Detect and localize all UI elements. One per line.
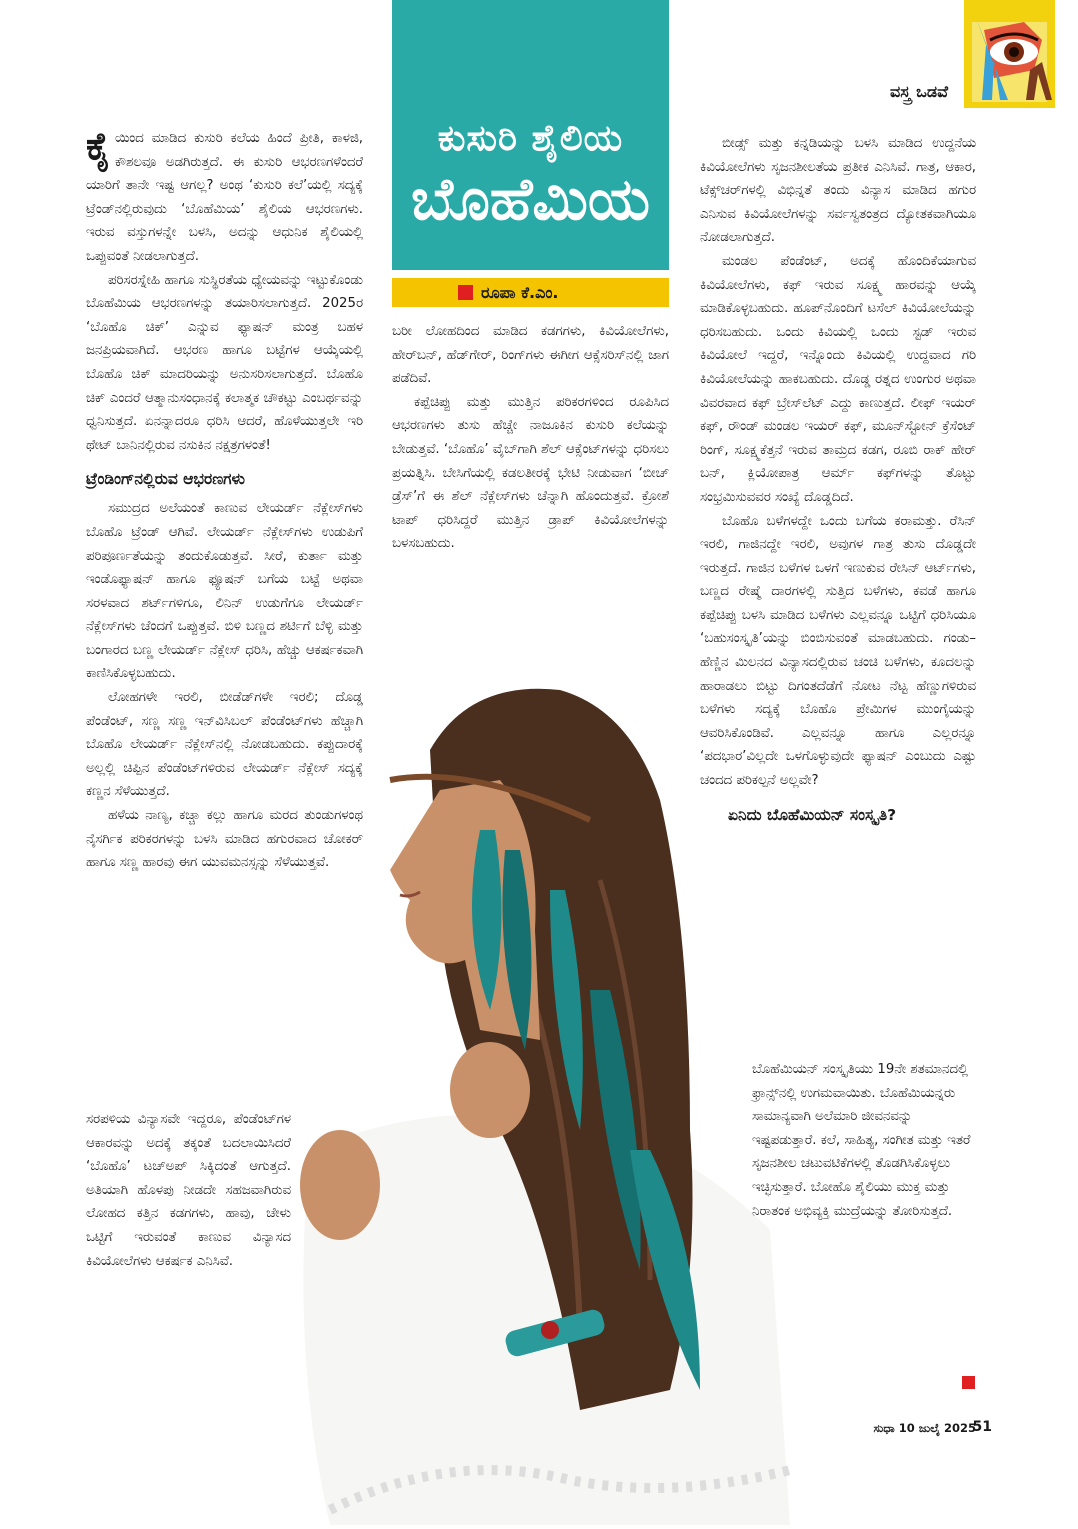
paragraph: ಲೋಹಗಳೇ ಇರಲಿ, ಬೀಡೆಡ್‌ಗಳೇ ಇರಲಿ; ದೊಡ್ಡ ಪೆಂಡೆಂಟ್, ಸಣ್ಣ ಸಣ್ಣ ಇನ್‌ವಿಸಿಬಲ್ ಪೆಂಡೆಂಟ್‌ಗಳು ಹೆಚ್ಚಾಗಿ ಬೊಹೊ ಲೇಯರ್ಡ್ ನೆಕ್ಲೇಸ್‌ನಲ್ಲಿ ನೋಡಬಹುದು. ಕಪ್ಪುದಾರಕ್ಕೆ ಅಲ್ಲಲ್ಲಿ ಚಿಪ್ಪಿನ ಪೆಂಡೆಂಟ್‌ಗಳಿರುವ ಲೇಯರ್ಡ್ ನೆಕ್ಲೇಸ್ ಸದ್ಯಕ್ಕೆ ಕಣ್ಣನ ಸೆಳೆಯುತ್ತದೆ. (86, 690, 363, 800)
title-block (392, 0, 669, 270)
section-label: ವಸ್ತ್ರ ಒಡವೆ (889, 82, 948, 101)
paragraph (86, 124, 363, 269)
column-3-boxed (752, 1058, 976, 1223)
section-logo (964, 0, 1055, 108)
byline-square-icon (458, 285, 473, 300)
column-1-continued (86, 1108, 291, 1273)
paragraph: ಸಮುದ್ರದ ಅಲೆಯಂತೆ ಕಾಣುವ ಲೇಯರ್ಡ್ ನೆಕ್ಲೇಸ್‌ಗಳು ಬೊಹೊ ಟ್ರೆಂಡ್ ಆಗಿವೆ. ಲೇಯರ್ಡ್ ನೆಕ್ಲೇಸ್‌ಗಳು ಉಡುಪಿಗೆ ಪರಿಪೂರ್ಣತೆಯನ್ನು ತಂದುಕೊಡುತ್ತವೆ. ಸೀರೆ, ಕುರ್ತಾ ಮತ್ತು ಇಂಡೊಫ್ಯಾಷನ್ ಹಾಗೂ ಫ್ಯೂಷನ್ ಬಗೆಯ ಬಟ್ಟೆ ಅಥವಾ ಸರಳವಾದ ಶರ್ಟ್‌ಗಳಿಗೂ, ಲಿನಿನ್ ಉಡುಗೆಗೂ ಲೇಯರ್ಡ್ ನೆಕ್ಲೇಸ್‌ಗಳು ಚೆಂದಗೆ ಒಪ್ಪುತ್ತವೆ. ಬಿಳಿ ಬಣ್ಣದ ಶರ್ಟಿಗೆ ಬೆಳ್ಳಿ ಮತ್ತು ಬಂಗಾರದ ಬಣ್ಣ ಲೇಯರ್ಡ್ ನೆಕ್ಲೇಸ್ ಧರಿಸಿ, ಹೆಚ್ಚು ಆಕರ್ಷಕವಾಗಿ ಕಾಣಿಸಿಕೊಳ್ಳಬಹುದು. (86, 501, 363, 682)
paragraph: ಬೊಹೊ ಬಳೆಗಳದ್ದೇ ಒಂದು ಬಗೆಯ ಕರಾಮತ್ತು. ರೆಸಿನ್ ಇರಲಿ, ಗಾಜಿನದ್ದೇ ಇರಲಿ, ಅವುಗಳ ಗಾತ್ರ ತುಸು ದೊಡ್ಡದೇ ಇರುತ್ತದೆ. ಗಾಜಿನ ಬಳೆಗಳ ಒಳಗೆ ಇಣುಕುವ ರೇಸಿನ್ ಆರ್ಟ್‌ಗಳು, ಬಣ್ಣದ ರೇಷ್ಮೆ ದಾರಗಳಲ್ಲಿ ಸುತ್ತಿದ ಬಳೆಗಳು, ಕವಡೆ ಹಾಗೂ ಕಪ್ಪೆಚಿಪ್ಪು ಬಳಸಿ ಮಾಡಿದ ಬಳೆಗಳು ಎಲ್ಲವನ್ನೂ ಒಟ್ಟಿಗೆ ಧರಿಸಿಯೂ ‘ಬಹುಸಂಸ್ಕೃತಿ’ಯನ್ನು ಬಿಂಬಿಸುವಂತೆ ಮಾಡಬಹುದು. ಗಂಡು–ಹೆಣ್ಣಿನ ಮಿಲನದ ವಿನ್ಯಾಸದಲ್ಲಿರುವ ಚಂಚಿ ಬಳೆಗಳು, ಕೂದಲನ್ನು ಹಾರಾಡಲು ಬಿಟ್ಟು ದಿಗಂತದೆಡೆಗೆ ನೋಟ ನೆಟ್ಟ ಹೆಣ್ಣುಗಳಿರುವ ಬಳೆಗಳು ಸದ್ಯಕ್ಕೆ ಬೊಹೊ ಪ್ರೇಮಿಗಳ ಮುಂಗೈಯನ್ನು ಆವರಿಸಿಕೊಂಡಿವೆ. ಎಲ್ಲವನ್ನೂ ಹಾಗೂ ಎಲ್ಲರನ್ನೂ ‘ಪದಭಾರ’ವಿಲ್ಲದೇ ಒಳಗೊಳ್ಳುವುದೇ ಫ್ಯಾಷನ್ ಎಂಬುದು ಎಷ್ಟು ಚಂದದ ಪರಿಕಲ್ಪನೆ ಅಲ್ಲವೇ? (700, 513, 976, 789)
page-number: 51 (972, 1419, 992, 1435)
eye-figure-icon (964, 0, 1055, 108)
paragraph: ಮಂಡಲ ಪೆಂಡೆಂಟ್, ಅದಕ್ಕೆ ಹೊಂದಿಕೆಯಾಗುವ ಕಿವಿಯೋಲೆಗಳು, ಕಫ್ ಇರುವ ಸೂಕ್ಷ್ಮ ಹಾರವನ್ನು ಆಯ್ಕೆ ಮಾಡಿಕೊಳ್ಳಬಹುದು. ಹೂಪ್‌ನೊಂದಿಗೆ ಟಸೆಲ್ ಕಿವಿಯೋಲೆಯನ್ನು ಧರಿಸಬಹುದು. ಒಂದು ಕಿವಿಯಲ್ಲಿ ಒಂದು ಸ್ಟಡ್ ಇರುವ ಕಿವಿಯೋಲೆ ಇದ್ದರೆ, ಇನ್ನೊಂದು ಕಿವಿಯಲ್ಲಿ ಉದ್ದವಾದ ಗರಿ ಕಿವಿಯೋಲೆಯನ್ನು ಹಾಕಬಹುದು. ದೊಡ್ಡ ರತ್ನದ ಉಂಗುರ ಅಥವಾ ವಿವರವಾದ ಕಫ್ ಬ್ರೇಸ್‌ಲೆಟ್ ಎದ್ದು ಕಾಣುತ್ತದೆ. ಲೀಫ್ ಇಯರ್ ಕಫ್, ರೌಂಡ್ ಮಂಡಲ ಇಯರ್ ಕಫ್, ಮೂನ್‌ಸ್ಟೋನ್ ಕ್ರೆಸೆಂಟ್ ರಿಂಗ್, ಸೂಕ್ಷ್ಮಕೆತ್ತನೆ ಇರುವ ತಾಮ್ರದ ಕಡಗ, ರೂಬಿ ರಾಕ್ ಹೇರ್ ಬನ್, ಕ್ಲಿಯೋಪಾತ್ರ ಆರ್ಮ್ ಕಫ್‌ಗಳನ್ನು ತೊಟ್ಟು ಸಂಭ್ರಮಿಸುವವರ ಸಂಖ್ಯೆ ದೊಡ್ಡದಿದೆ. (700, 253, 976, 505)
subheading: ಟ್ರೆಂಡಿಂಗ್‌ನಲ್ಲಿರುವ ಆಭರಣಗಳು (86, 470, 245, 489)
paragraph: ಸರಪಳಿಯ ವಿನ್ಯಾಸವೇ ಇದ್ದರೂ, ಪೆಂಡೆಂಟ್‌ಗಳ ಆಕಾರವನ್ನು ಅದಕ್ಕೆ ತಕ್ಕಂತೆ ಬದಲಾಯಿಸಿದರೆ ‘ಬೊಹೊ’ ಟಚ್‌ಅಪ್ ಸಿಕ್ಕಿದಂತೆ ಆಗುತ್ತದೆ. ಅತಿಯಾಗಿ ಹೊಳಪು ನೀಡದೇ ಸಹಜವಾಗಿರುವ ಲೋಹದ ಕತ್ತಿನ ಕಡಗಗಳು, ಹಾವು, ಚೇಳು ಒಟ್ಟಿಗೆ ಇರುವಂತೆ ಕಾಣುವ ವಿನ್ಯಾಸದ ಕಿವಿಯೋಲೆಗಳು ಆಕರ್ಷಕ ಎನಿಸಿವೆ. (86, 1112, 291, 1269)
author-name: ರೂಪಾ ಕೆ.ಎಂ. (481, 283, 559, 302)
column-1 (86, 124, 363, 875)
paragraph: ಕಪ್ಪೆಚಿಪ್ಪು ಮತ್ತು ಮುತ್ತಿನ ಪರಿಕರಗಳಿಂದ ರೂಪಿಸಿದ ಆಭರಣಗಳು ತುಸು ಹೆಚ್ಚೇ ನಾಜೂಕಿನ ಕುಸುರಿ ಕಲೆಯನ್ನು ಬೇಡುತ್ತವೆ. ‘ಬೊಹೊ’ ವೈಬ್‌ಗಾಗಿ ಶೆಲ್ ಆಕ್ಸೆಂಟ್‌ಗಳನ್ನು ಧರಿಸಲು ಪ್ರಯತ್ನಿಸಿ. ಬೇಸಿಗೆಯಲ್ಲಿ ಕಡಲತೀರಕ್ಕೆ ಭೇಟಿ ನೀಡುವಾಗ ‘ಬೀಚ್ ಡ್ರೆಸ್’ಗೆ ಈ ಶೆಲ್ ನೆಕ್ಲೇಸ್‌ಗಳು ಚೆನ್ನಾಗಿ ಹೊಂದುತ್ತವೆ. ಕ್ರೋಶೆ ಟಾಪ್ ಧರಿಸಿದ್ದರೆ ಮುತ್ತಿನ ಡ್ರಾಪ್ ಕಿವಿಯೋಲೆಗಳನ್ನು ಬಳಸಬಹುದು. (392, 394, 669, 552)
article-title-line1: ಕುಸುರಿ ಶೈಲಿಯ (437, 118, 624, 159)
paragraph: ಹಳೆಯ ನಾಣ್ಯ, ಕಚ್ಚಾ ಕಲ್ಲು ಹಾಗೂ ಮರದ ತುಂಡುಗಳಂಥ ನೈಸರ್ಗಿಕ ಪರಿಕರಗಳನ್ನು ಬಳಸಿ ಮಾಡಿದ ಹಗುರವಾದ ಚೋಕರ್ ಹಾಗೂ ಸಣ್ಣ ಹಾರವು ಈಗ ಯುವಮನಸ್ಸನ್ನು ಸೆಳೆಯುತ್ತವೆ. (86, 808, 363, 871)
folio: ಸುಧಾ 10 ಜುಲೈ 2025 (873, 1421, 976, 1435)
paragraph: ಬೀಡ್ಸ್ ಮತ್ತು ಕನ್ನಡಿಯನ್ನು ಬಳಸಿ ಮಾಡಿದ ಉದ್ದನೆಯ ಕಿವಿಯೋಲೆಗಳು ಸೃಜನಶೀಲತೆಯ ಪ್ರತೀಕ ಎನಿಸಿವೆ. ಗಾತ್ರ, ಆಕಾರ, ಟೆಕ್ಸ್‌ಚರ್‌ಗಳಲ್ಲಿ ವಿಭಿನ್ನತೆ ತಂದು ವಿನ್ಯಾಸ ಮಾಡಿದ ಹಗುರ ಎನಿಸುವ ಕಿವಿಯೋಲೆಗಳನ್ನು ಸರ್ವಸ್ವತಂತ್ರದ ದ್ಯೋತಕವಾಗಿಯೂ ನೋಡಲಾಗುತ್ತದೆ. (700, 136, 976, 246)
paragraph-text: ಯಿಂದ ಮಾಡಿದ ಕುಸುರಿ ಕಲೆಯ ಹಿಂದೆ ಪ್ರೀತಿ, ಕಾಳಜಿ, ಕೌಶಲವೂ ಅಡಗಿರುತ್ತದೆ. ಈ ಕುಸುರಿ ಆಭರಣಗಳೆಂದರೆ ಯಾರಿಗೆ ತಾನೇ ಇಷ್ಟ ಆಗಲ್ಲ? ಅಂಥ ‘ಕುಸುರಿ ಕಲೆ’ಯಲ್ಲಿ ಸದ್ಯಕ್ಕೆ ಟ್ರೆಂಡ್‌ನಲ್ಲಿರುವುದು ‘ಬೊಹೆಮಿಯ’ ಶೈಲಿಯ ಆಭರಣಗಳು. ಇರುವ ವಸ್ತುಗಳನ್ನೇ ಬಳಸಿ, ಅದನ್ನು ಆಧುನಿಕ ಶೈಲಿಯಲ್ಲಿ ಒಪ್ಪುವಂತೆ ನೀಡಲಾಗುತ್ತದೆ. (86, 131, 363, 264)
paragraph: ಬೊಹೆಮಿಯನ್ ಸಂಸ್ಕೃತಿಯು 19ನೇ ಶತಮಾನದಲ್ಲಿ ಫ್ರಾನ್ಸ್‌ನಲ್ಲಿ ಉಗಮವಾಯಿತು. ಬೊಹೆಮಿಯನ್ನರು ಸಾಮಾನ್ಯವಾಗಿ ಅಲೆಮಾರಿ ಜೀವನವನ್ನು ಇಷ್ಟಪಡುತ್ತಾರೆ. ಕಲೆ, ಸಾಹಿತ್ಯ, ಸಂಗೀತ ಮತ್ತು ಇತರೆ ಸೃಜನಶೀಲ ಚಟುವಟಿಕೆಗಳಲ್ಲಿ ತೊಡಗಿಸಿಕೊಳ್ಳಲು ಇಚ್ಛಿಸುತ್ತಾರೆ. ಬೋಹೊ ಶೈಲಿಯು ಮುಕ್ತ ಮತ್ತು ನಿರಾತಂಕ ಅಭಿವ್ಯಕ್ತಿ ಮುದ್ರೆಯನ್ನು ತೋರಿಸುತ್ತದೆ. (752, 1062, 971, 1219)
subheading: ಏನಿದು ಬೊಹೆಮಿಯನ್ ಸಂಸ್ಕೃತಿ? (728, 805, 897, 824)
article-title-line2: ಬೊಹೆಮಿಯ (410, 165, 651, 233)
paragraph: ಬರೀ ಲೋಹದಿಂದ ಮಾಡಿದ ಕಡಗಗಳು, ಕಿವಿಯೋಲೆಗಳು, ಹೇರ್‌ಬನ್, ಹೆಡ್‌ಗೇರ್, ರಿಂಗ್‌ಗಳು ಈಗೀಗ ಆಕ್ಸೆಸರಿಸ್‌ನಲ್ಲಿ ಜಾಗ ಪಡೆದಿವೆ. (392, 324, 669, 387)
byline (392, 278, 669, 307)
column-2 (392, 320, 669, 556)
drop-cap: ಕೈ (86, 124, 112, 168)
column-3 (700, 132, 976, 833)
end-mark-icon (962, 1376, 975, 1389)
paragraph: ಪರಿಸರಸ್ನೇಹಿ ಹಾಗೂ ಸುಸ್ಥಿರತೆಯ ಧ್ಯೇಯವನ್ನು ಇಟ್ಟುಕೊಂಡು ಬೊಹೆಮಿಯ ಆಭರಣಗಳನ್ನು ತಯಾರಿಸಲಾಗುತ್ತದೆ. 2025ರ ‘ಬೊಹೊ ಚಿಕ್’ ಎನ್ನುವ ಫ್ಯಾಷನ್ ಮಂತ್ರ ಬಹಳ ಜನಪ್ರಿಯವಾಗಿದೆ. ಆಭರಣ ಹಾಗೂ ಬಟ್ಟೆಗಳ ಆಯ್ಕೆಯಲ್ಲಿ ಬೊಹೊ ಚಿಕ್ ಮಾದರಿಯನ್ನು ಅನುಸರಿಸಲಾಗುತ್ತದೆ. ಬೊಹೊ ಚಿಕ್ ಎಂದರೆ ಆತ್ಮಾನುಸಂಧಾನಕ್ಕೆ ಕಲಾತ್ಮಕ ಚೌಕಟ್ಟು ಎಂಬರ್ಥವನ್ನು ಧ್ವನಿಸುತ್ತದೆ. ಏನನ್ನಾದರೂ ಧರಿಸಿ ಆದರೆ, ಹೊಳೆಯುತ್ತಲೇ ಇರಿ ಥೇಟ್ ಬಾನಿನಲ್ಲಿರುವ ನಸುಕಿನ ನಕ್ಷತ್ರಗಳಂತೆ! (86, 272, 363, 453)
